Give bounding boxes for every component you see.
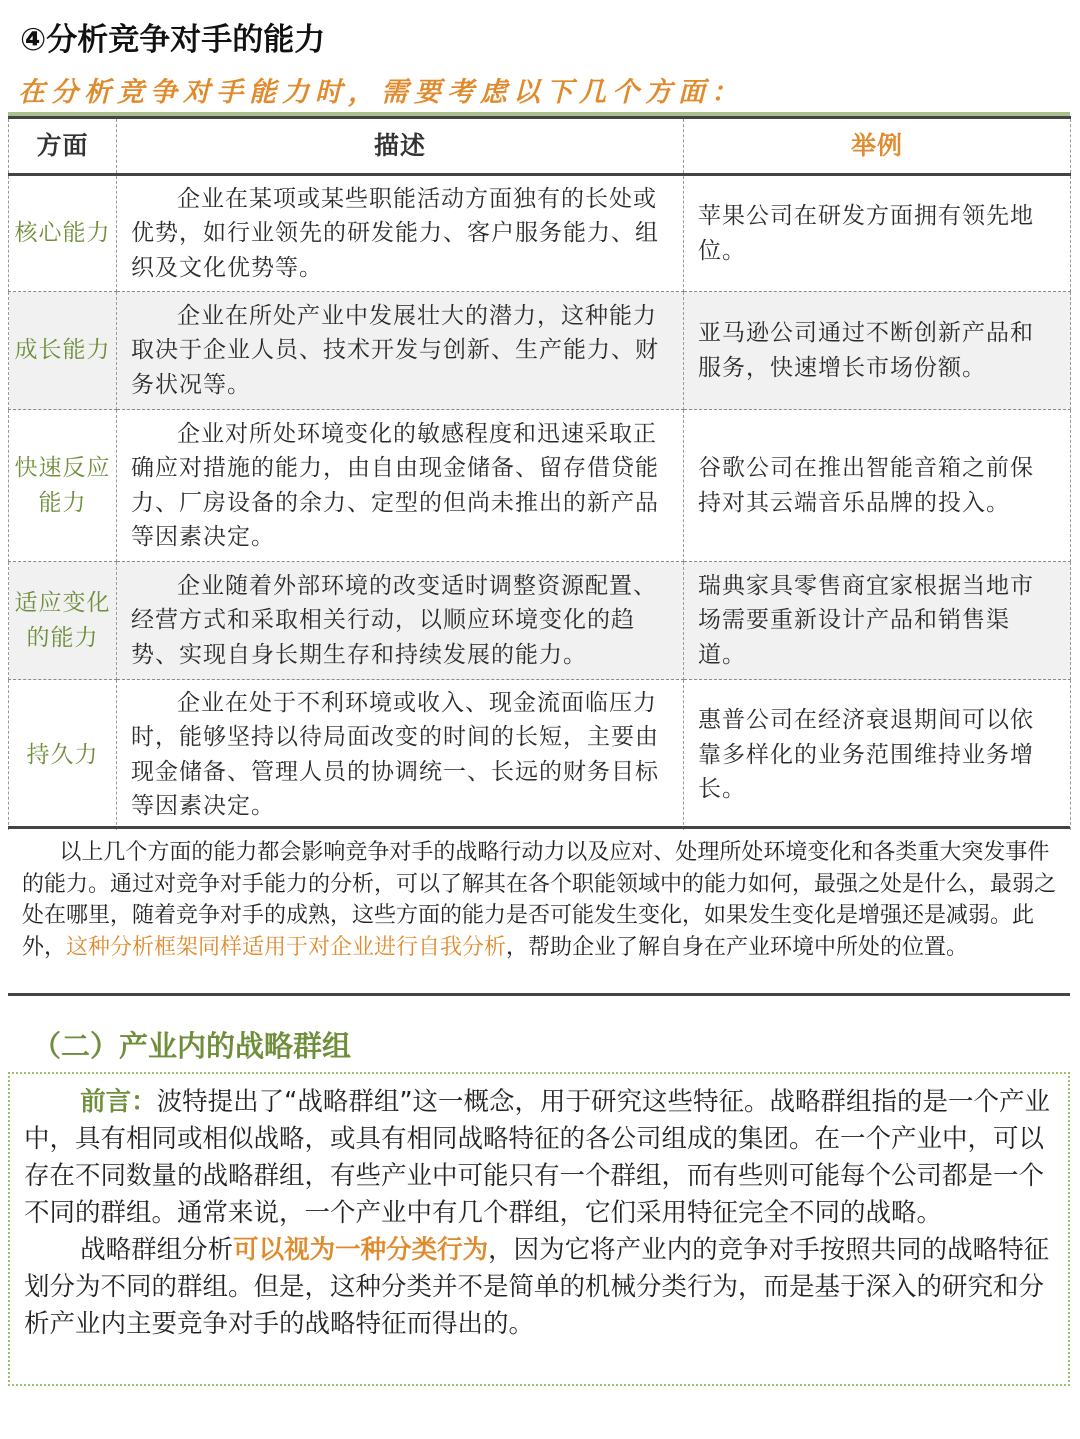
row-description: 企业在所处产业中发展壮大的潜力，这种能力取决于企业人员、技术开发与创新、生产能力、财务状况等。 [117, 292, 684, 410]
table-row [9, 410, 1071, 562]
summary-box [8, 826, 1070, 996]
header-description: 描述 [117, 118, 684, 175]
table-row [9, 292, 1071, 410]
intro-box [8, 1072, 1070, 1386]
table-row [9, 562, 1071, 680]
analysis-text-end: ，因为它将产业内的竞争对手按照共同的战略特征划分为不同的群组。但是，这种分类并不是简单的机械分类行为，而是基于深入的研究和分析产业内主要竞争对手的战略特征而得出的。 [24, 1235, 1050, 1339]
summary-text: 以上几个方面的能力都会影响竞争对手的战略行动力以及应对、处理所处环境变化和各类重大突发事件的能力。通过对竞争对手能力的分析，可以了解其在各个职能领域中的能力如何，最强之处是什么，最弱之处在哪里，随着竞争对手的成熟，这些方面的能力是否可能发生变化，如果发生变化是增强还是减弱。此外， [22, 840, 1057, 960]
header-example: 举例 [684, 118, 1071, 175]
analysis-text: 战略群组分析 [80, 1235, 234, 1265]
table-row [9, 175, 1071, 292]
row-example: 苹果公司在研发方面拥有领先地位。 [684, 175, 1071, 292]
row-example: 亚马逊公司通过不断创新产品和服务，快速增长市场份额。 [684, 292, 1071, 410]
intro-text: 波特提出了“战略群组”这一概念，用于研究这些特征。战略群组指的是一个产业中，具有相同或相似战略，或具有相同战略特征的各公司组成的集团。在一个产业中，可以存在不同数量的战略群组，有些产业中可能只有一个群组，而有些则可能每个公司都是一个不同的群组。通常来说，一个产业中有几个群组，它们采用特征完全不同的战略。 [24, 1087, 1051, 1228]
row-aspect: 成长能力 [9, 292, 117, 410]
intro-paragraph [24, 1084, 1054, 1232]
capability-table [8, 116, 1071, 830]
header-aspect: 方面 [9, 118, 117, 175]
row-example: 谷歌公司在推出智能音箱之前保持对其云端音乐品牌的投入。 [684, 410, 1071, 562]
row-aspect: 持久力 [9, 680, 117, 830]
row-description: 企业在某项或某些职能活动方面独有的长处或优势，如行业领先的研发能力、客户服务能力、组织及文化优势等。 [117, 175, 684, 292]
intro-label: 前言： [80, 1087, 157, 1117]
summary-text-end: ，帮助企业了解自身在产业环境中所处的位置。 [506, 934, 969, 960]
row-aspect: 快速反应能力 [9, 410, 117, 562]
row-description: 企业在处于不利环境或收入、现金流面临压力时，能够坚持以待局面改变的时间的长短，主要由现金储备、管理人员的协调统一、长远的财务目标等因素决定。 [117, 680, 684, 830]
page-title: ④分析竞争对手的能力 [20, 22, 326, 58]
row-description: 企业随着外部环境的改变适时调整资源配置、经营方式和采取相关行动，以顺应环境变化的趋势、实现自身长期生存和持续发展的能力。 [117, 562, 684, 680]
summary-highlight: 这种分析框架同样适用于对企业进行自我分析 [66, 934, 507, 960]
row-example: 惠普公司在经济衰退期间可以依靠多样化的业务范围维持业务增长。 [684, 680, 1071, 830]
table-row [9, 680, 1071, 830]
analysis-paragraph [24, 1232, 1054, 1343]
row-example: 瑞典家具零售商宜家根据当地市场需要重新设计产品和销售渠道。 [684, 562, 1071, 680]
row-aspect: 核心能力 [9, 175, 117, 292]
summary-paragraph [22, 837, 1056, 963]
table-header-row [9, 118, 1071, 175]
analysis-highlight: 可以视为一种分类行为 [233, 1235, 489, 1265]
section-title: （二）产业内的战略群组 [32, 1029, 352, 1063]
row-aspect: 适应变化的能力 [9, 562, 117, 680]
subtitle: 在分析竞争对手能力时，需要考虑以下几个方面： [18, 77, 744, 108]
row-description: 企业对所处环境变化的敏感程度和迅速采取正确应对措施的能力，由自由现金储备、留存借贷能力、厂房设备的余力、定型的但尚未推出的新产品等因素决定。 [117, 410, 684, 562]
